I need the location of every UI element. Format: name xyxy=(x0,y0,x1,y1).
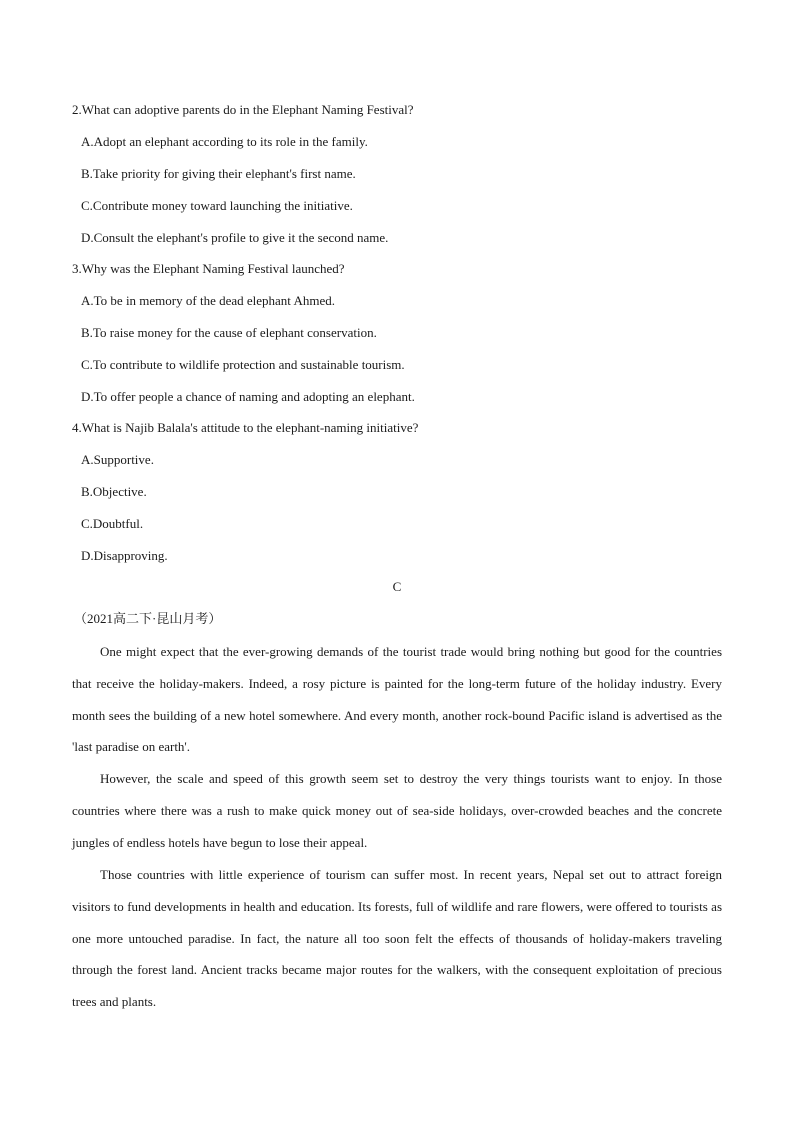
question-3-option-b: B.To raise money for the cause of elephant conservation. xyxy=(81,325,377,340)
question-2-option-c: C.Contribute money toward launching the initiative. xyxy=(81,198,353,213)
question-2-stem: 2.What can adoptive parents do in the Elephant Naming Festival? xyxy=(72,102,414,117)
question-3-option-c: C.To contribute to wildlife protection and sustainable tourism. xyxy=(81,357,405,372)
source-note: （2021高二下·昆山月考） xyxy=(74,611,222,626)
question-3-option-d: D.To offer people a chance of naming and adopting an elephant. xyxy=(81,389,415,404)
question-4-option-c: C.Doubtful. xyxy=(81,516,144,531)
question-4-stem: 4.What is Najib Balala's attitude to the elephant-naming initiative? xyxy=(72,420,419,435)
question-4-option-a: A.Supportive. xyxy=(81,452,154,467)
question-2-option-a: A.Adopt an elephant according to its role in the family. xyxy=(81,134,368,149)
passage-paragraph-1: One might expect that the ever-growing demands of the tourist trade would bring nothing but good for the countries that receive the holiday-makers. Indeed, a rosy picture is painted for the long-term future of the holiday industry. Every month sees the building of a new hotel somewhere. And every month, another rock-bound Pacific island is advertised as the 'last paradise on earth'. xyxy=(72,644,722,755)
question-2-option-d: D.Consult the elephant's profile to give it the second name. xyxy=(81,230,389,245)
question-3-option-a: A.To be in memory of the dead elephant Ahmed. xyxy=(81,293,335,308)
question-2-option-b: B.Take priority for giving their elephant's first name. xyxy=(81,166,356,181)
passage-paragraph-2: However, the scale and speed of this growth seem set to destroy the very things tourists want to enjoy. In those countries where there was a rush to make quick money out of sea-side holidays, over-crowded beaches and the concrete jungles of endless hotels have begun to lose their appeal. xyxy=(72,771,722,850)
section-label: C xyxy=(392,579,402,594)
question-4-option-b: B.Objective. xyxy=(81,484,147,499)
question-4-option-d: D.Disapproving. xyxy=(81,548,168,563)
question-3-stem: 3.Why was the Elephant Naming Festival launched? xyxy=(72,261,345,276)
passage-paragraph-3: Those countries with little experience of tourism can suffer most. In recent years, Nepal set out to attract foreign visitors to fund developments in health and education. Its forests, full of wildlife and rare flowers, were offered to tourists as one more untouched paradise. In fact, the nature all too soon felt the effects of thousands of holiday-makers traveling through the forest land. Ancient tracks became major routes for the walkers, with the consequent exploitation of precious trees and plants. xyxy=(72,867,722,1010)
